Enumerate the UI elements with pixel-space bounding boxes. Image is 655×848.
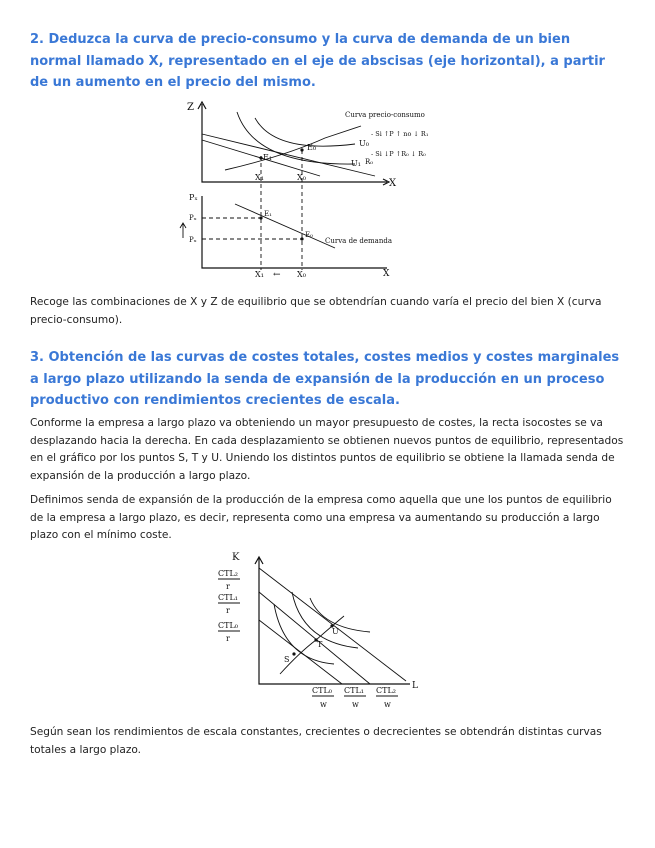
bottom-axes xyxy=(202,196,387,268)
price-consumption-figure xyxy=(175,96,429,282)
label-s: S xyxy=(284,655,290,664)
paragraph-1: Conforme la empresa a largo plazo va obteniendo un mayor presupuesto de costes, la recta isocostes se va desplazando hacia la derecha. En cada desplazamiento se obtienen nuevos puntos de equilibrio, representados en el gráfico por los puntos S, T y U. Uniendo los distintos puntos de equilibrio se obtiene la llamada senda de expansión de la producción a largo plazo. xyxy=(30,417,624,482)
label-e0: E₀ xyxy=(307,143,317,152)
label-u1: U₁ xyxy=(351,159,361,168)
section-2-heading: 2. Deduzca la curva de precio-consumo y la curva de demanda de un bien normal llamado X, representado en el eje de abscisas (eje horizontal), a partir de un aumento en el precio del mismo. xyxy=(30,32,605,90)
label-p0: Pₓ xyxy=(189,236,197,244)
pcc-label: Curva precio-consumo xyxy=(345,111,425,119)
l-axis-label: L xyxy=(412,681,418,691)
axes xyxy=(259,558,410,684)
indifference-u0 xyxy=(255,118,355,146)
k-denom-3: r xyxy=(226,634,230,643)
l-label-ctl1: CTL₁ xyxy=(344,686,364,695)
price-up-arrow xyxy=(180,223,186,238)
label-x0-top: X₀ xyxy=(297,173,306,182)
bottom-x-axis-label: X xyxy=(383,269,390,279)
point-e1 xyxy=(259,156,262,159)
top-x-axis-label: X xyxy=(389,178,397,189)
l-denom-2: w xyxy=(352,700,359,709)
l-denom-3: w xyxy=(384,700,391,709)
label-x1-top: X₁ xyxy=(255,173,264,182)
bottom-y-axis-label: Pₓ xyxy=(189,193,198,202)
point-bottom-e1 xyxy=(259,216,262,219)
note-1: - Si ↑P ↑ no ↓ R₁ xyxy=(371,130,429,138)
point-e0 xyxy=(300,148,303,151)
expansion-path-figure xyxy=(210,548,440,714)
l-denom-1: w xyxy=(320,700,327,709)
label-x1-bottom: X₁ xyxy=(255,270,264,279)
expansion-path xyxy=(280,616,344,674)
isoquant-u xyxy=(310,598,370,632)
label-e1: E₁ xyxy=(263,153,273,162)
demand-curve xyxy=(235,204,335,248)
k-denom-1: r xyxy=(226,582,230,591)
point-bottom-e0 xyxy=(300,237,303,240)
isoquant-t xyxy=(292,592,358,648)
k-label-ctl1: CTL₁ xyxy=(218,593,238,602)
k-denom-2: r xyxy=(226,606,230,615)
left-arrow: ← xyxy=(273,270,281,280)
k-axis-label: K xyxy=(232,552,240,563)
l-label-ctl2: CTL₂ xyxy=(376,686,396,695)
label-u: U xyxy=(332,627,339,636)
label-u0: U₀ xyxy=(359,139,369,148)
paragraph-3: Según sean los rendimientos de escala constantes, crecientes o decrecientes se obtendrán distintas curvas totales a largo plazo. xyxy=(30,726,602,756)
label-bottom-e0: E₀ xyxy=(305,231,313,239)
isoquant-s xyxy=(274,604,334,664)
paragraph-2: Definimos senda de expansión de la producción de la empresa como aquella que une los puntos de equilibrio de la empresa a largo plazo, es decir, representa como una empresa va aumentando su producción a largo plazo con el mínimo coste. xyxy=(30,494,612,541)
label-p1: Pₓ xyxy=(189,214,197,222)
label-r0: R₀ xyxy=(365,158,374,166)
point-s xyxy=(292,652,295,655)
price-consumption-curve xyxy=(225,126,361,170)
label-x0-bottom: X₀ xyxy=(297,270,306,279)
demand-label: Curva de demanda xyxy=(325,237,393,245)
label-t: T xyxy=(317,640,323,649)
label-bottom-e1: E₁ xyxy=(264,210,272,218)
top-y-axis-label: Z xyxy=(187,102,194,113)
section-3-heading: 3. Obtención de las curvas de costes totales, costes medios y costes marginales a largo plazo utilizando la senda de expansión de la producción en un proceso productivo con rendimientos crecientes de escala. xyxy=(30,350,620,408)
k-label-ctl0: CTL₀ xyxy=(218,621,238,630)
note-2: - Si ↓P ↑R₀ ↓ R₀ xyxy=(371,150,426,158)
l-label-ctl0: CTL₀ xyxy=(312,686,332,695)
figure1-caption: Recoge las combinaciones de X y Z de equilibrio que se obtendrían cuando varía el precio del bien X (curva precio-consumo). xyxy=(30,296,602,326)
k-label-ctl2: CTL₂ xyxy=(218,569,238,578)
